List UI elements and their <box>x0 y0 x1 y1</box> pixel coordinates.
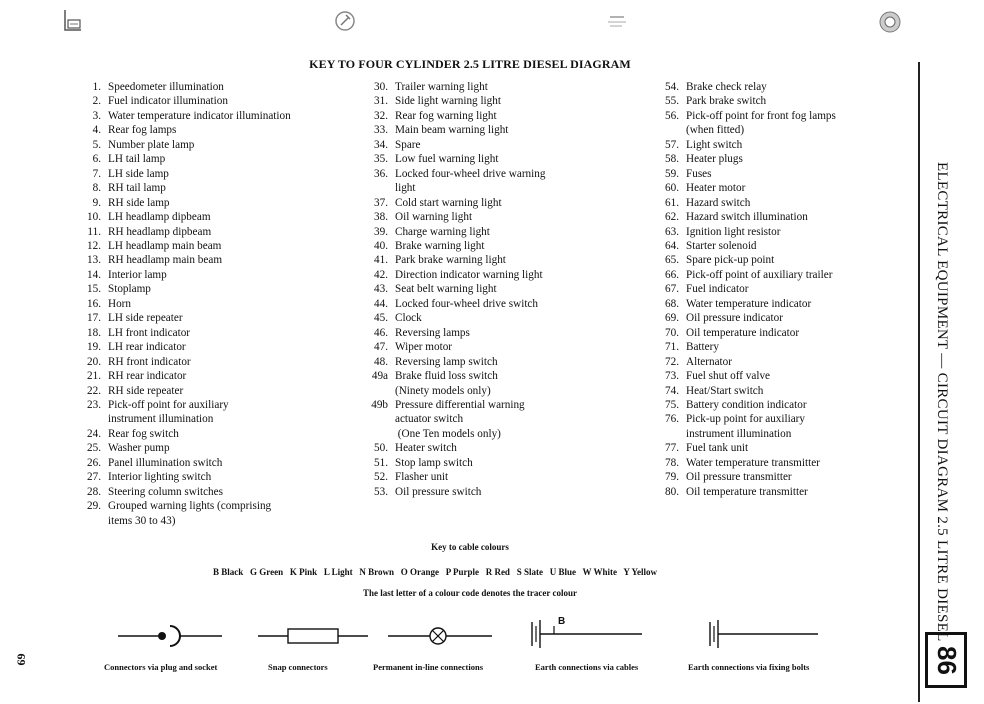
key-item <box>79 268 291 282</box>
key-item-label: LH side lamp <box>108 167 169 180</box>
key-item-label: Panel illumination switch <box>108 456 223 469</box>
key-item-number: 52. <box>374 471 388 484</box>
key-item-label: RH side repeater <box>108 384 184 397</box>
key-item-label: Speedometer illumination <box>108 81 224 93</box>
key-item <box>366 326 545 340</box>
earth-cable-caption: Earth connections via cables <box>535 662 639 672</box>
key-item <box>79 138 291 152</box>
key-item-number: 71. <box>665 341 679 354</box>
key-item-label: Fuel indicator illumination <box>108 95 228 108</box>
key-item-label: Interior lamp <box>108 268 167 281</box>
key-item-number: 61. <box>665 196 679 209</box>
snap-caption: Snap connectors <box>268 662 328 672</box>
key-item <box>657 297 836 311</box>
key-item-number: 12. <box>87 239 101 252</box>
key-item-label: Spare <box>395 138 421 151</box>
key-item <box>657 80 836 94</box>
key-item-number: 53. <box>374 485 388 498</box>
key-item <box>657 485 836 499</box>
key-item <box>657 225 836 239</box>
key-item <box>657 152 836 166</box>
key-item <box>657 369 836 383</box>
badge-logo-icon <box>606 12 628 30</box>
key-item-number: 2. <box>92 95 101 108</box>
key-item-number: 20. <box>87 355 101 368</box>
key-item-number: 33. <box>374 124 388 137</box>
key-item <box>366 456 545 470</box>
key-item-label: Rear fog warning light <box>395 109 497 122</box>
key-item-number: 26. <box>87 456 101 469</box>
key-item <box>657 138 836 152</box>
key-item <box>657 470 836 484</box>
key-item-number: 25. <box>87 442 101 455</box>
inline-connection-symbol <box>388 616 492 656</box>
key-item-label: Cold start warning light <box>395 196 502 209</box>
key-item-number: 37. <box>374 196 388 209</box>
key-item-label: Flasher unit <box>395 471 449 484</box>
key-item-label: RH rear indicator <box>108 370 187 383</box>
key-item-number: 62. <box>665 211 679 224</box>
cable-colour-list: B Black G Green K Pink L Light N Brown O Orange P Purple R Red S Slate U Blue W White Y Yellow <box>213 567 657 577</box>
key-item-number: 80. <box>665 485 679 498</box>
key-item <box>657 253 836 267</box>
key-item-number: 19. <box>87 341 101 354</box>
key-item-number: 55. <box>665 95 679 108</box>
key-item <box>366 340 545 354</box>
key-item-label: Oil temperature indicator <box>686 326 800 339</box>
key-item-number: 8. <box>92 182 101 195</box>
key-item-label: Spare pick-up point <box>686 254 775 267</box>
key-item-number: 28. <box>87 485 101 498</box>
key-item <box>79 253 291 267</box>
key-item-label: Water temperature indicator <box>686 297 812 310</box>
key-item-label: Rear fog switch <box>108 427 179 440</box>
key-item <box>366 80 545 94</box>
key-item-number: 14. <box>87 268 101 281</box>
key-item-label: Oil pressure switch <box>395 485 482 498</box>
key-item-label: Charge warning light <box>395 225 490 238</box>
key-item <box>657 326 836 340</box>
key-item <box>79 210 291 224</box>
key-item-number: 42. <box>374 268 388 281</box>
key-item-number: 9. <box>92 196 101 209</box>
key-item <box>366 94 545 108</box>
key-item-label: LH tail lamp <box>108 153 166 166</box>
key-item <box>657 94 836 108</box>
key-item <box>657 268 836 282</box>
engine-logo-icon <box>878 10 902 34</box>
key-item <box>657 181 836 195</box>
key-item <box>657 398 836 412</box>
key-item-number: 76. <box>665 413 679 426</box>
key-item <box>657 384 836 398</box>
key-item-label: LH headlamp main beam <box>108 239 222 252</box>
key-item <box>79 239 291 253</box>
key-item-number: 65. <box>665 254 679 267</box>
key-item-number: 5. <box>92 138 101 151</box>
key-item-label: Reversing lamps <box>395 326 470 339</box>
key-item <box>366 196 545 210</box>
earth-bolt-caption: Earth connections via fixing bolts <box>688 662 810 672</box>
key-item-label: RH front indicator <box>108 355 191 368</box>
key-item-number: 32. <box>374 109 388 122</box>
key-column-3 <box>657 80 836 499</box>
key-item-label: Oil warning light <box>395 211 473 224</box>
key-item-number: 18. <box>87 326 101 339</box>
key-item-number: 24. <box>87 427 101 440</box>
key-item-continuation: instrument illumination <box>686 427 792 440</box>
key-item-number: 49b <box>371 398 388 411</box>
key-item <box>657 311 836 325</box>
key-item-number: 56. <box>665 109 679 122</box>
key-item-label: Steering column switches <box>108 485 223 498</box>
key-item-label: Stoplamp <box>108 283 151 296</box>
key-item-label: LH rear indicator <box>108 341 186 354</box>
key-item-label: Grouped warning lights (comprising <box>108 500 272 513</box>
key-item-number: 31. <box>374 95 388 108</box>
side-title: ELECTRICAL EQUIPMENT — CIRCUIT DIAGRAM 2.5 LITRE DIESEL <box>934 162 950 642</box>
key-item-label: Wiper motor <box>395 341 453 354</box>
key-item <box>366 398 545 412</box>
key-item-label: LH headlamp dipbeam <box>108 211 211 224</box>
key-item <box>366 282 545 296</box>
key-item-number: 48. <box>374 355 388 368</box>
key-item-label: LH front indicator <box>108 326 191 339</box>
key-item-label: Direction indicator warning light <box>395 268 543 281</box>
key-item <box>366 152 545 166</box>
cable-key-title: Key to cable colours <box>431 542 509 552</box>
key-item <box>79 196 291 210</box>
key-item-number: 77. <box>665 442 679 455</box>
key-item-label: Starter solenoid <box>686 239 757 252</box>
key-item <box>366 355 545 369</box>
key-item-label: Water temperature transmitter <box>686 456 820 469</box>
key-item-label: RH headlamp dipbeam <box>108 225 212 238</box>
key-item-number: 49a <box>371 370 388 383</box>
key-item-number: 73. <box>665 370 679 383</box>
key-item <box>79 355 291 369</box>
key-item-label: Locked four-wheel drive warning <box>395 167 546 180</box>
key-item <box>79 499 291 513</box>
key-item-label: Main beam warning light <box>395 124 509 137</box>
key-item-continuation: (One Ten models only) <box>395 427 501 440</box>
key-item <box>79 152 291 166</box>
key-item <box>366 268 545 282</box>
key-item <box>79 456 291 470</box>
key-item <box>657 412 836 426</box>
key-item <box>657 109 836 123</box>
key-item-number: 7. <box>92 167 101 180</box>
key-item-label: Heater switch <box>395 442 457 455</box>
key-item-number: 22. <box>87 384 101 397</box>
key-item <box>79 326 291 340</box>
key-item-label: Oil pressure indicator <box>686 312 783 325</box>
key-item-label: LH side repeater <box>108 312 183 325</box>
key-item-label: Locked four-wheel drive switch <box>395 297 538 310</box>
key-item <box>657 355 836 369</box>
key-item <box>366 239 545 253</box>
key-item-number: 30. <box>374 81 388 93</box>
key-item-number: 47. <box>374 341 388 354</box>
key-item-label: Hazard switch illumination <box>686 211 808 224</box>
snap-connector-symbol <box>258 616 368 656</box>
key-item <box>79 167 291 181</box>
key-item-number: 67. <box>665 283 679 296</box>
key-column-1 <box>79 80 291 528</box>
earth-cable-label: B <box>558 616 566 627</box>
key-item-label: Brake fluid loss switch <box>395 370 498 383</box>
key-item-label: Brake warning light <box>395 239 485 252</box>
key-item-number: 51. <box>374 456 388 469</box>
key-item-number: 45. <box>374 312 388 325</box>
key-item-label: Park brake switch <box>686 95 767 108</box>
key-item-label: Oil temperature transmitter <box>686 485 808 498</box>
key-item <box>366 167 545 181</box>
key-item-label: Rear fog lamps <box>108 124 177 137</box>
key-item <box>79 485 291 499</box>
key-item <box>657 340 836 354</box>
key-item <box>79 398 291 412</box>
key-item-number: 68. <box>665 297 679 310</box>
key-item <box>79 80 291 94</box>
key-item-continuation: (Ninety models only) <box>395 384 491 397</box>
key-item-continuation: items 30 to 43) <box>108 514 176 527</box>
key-item-label: Seat belt warning light <box>395 283 497 296</box>
key-item-label: Oil pressure transmitter <box>686 471 792 484</box>
key-item-continuation: (when fitted) <box>686 124 745 137</box>
key-item-number: 39. <box>374 225 388 238</box>
key-item-label: RH side lamp <box>108 196 170 209</box>
key-item-number: 58. <box>665 153 679 166</box>
key-item-label: Clock <box>395 312 422 325</box>
key-item-number: 15. <box>87 283 101 296</box>
key-item-label: RH tail lamp <box>108 182 166 195</box>
key-item-number: 78. <box>665 456 679 469</box>
key-item-number: 44. <box>374 297 388 310</box>
key-item-number: 59. <box>665 167 679 180</box>
key-item <box>79 384 291 398</box>
key-item <box>366 311 545 325</box>
key-item-label: Ignition light resistor <box>686 225 781 238</box>
earth-bolt-symbol <box>704 612 818 656</box>
tracer-note: The last letter of a colour code denotes the tracer colour <box>363 588 577 598</box>
key-item-number: 21. <box>87 370 101 383</box>
key-item-number: 50. <box>374 442 388 455</box>
key-item-label: Park brake warning light <box>395 254 506 267</box>
key-item-number: 16. <box>87 297 101 310</box>
key-item-label: Pick-up point for auxiliary <box>686 413 805 426</box>
key-item-number: 34. <box>374 138 388 151</box>
key-item <box>366 297 545 311</box>
key-item <box>366 441 545 455</box>
key-item-continuation: actuator switch <box>395 413 464 426</box>
key-item <box>366 109 545 123</box>
key-item-number: 10. <box>87 211 101 224</box>
key-item-number: 63. <box>665 225 679 238</box>
plug-socket-connector-symbol <box>118 616 222 656</box>
toolbox-logo-icon <box>62 8 84 32</box>
key-item-label: RH headlamp main beam <box>108 254 223 267</box>
key-item-number: 69. <box>665 312 679 325</box>
key-item-continuation: light <box>395 182 416 195</box>
key-item-number: 40. <box>374 239 388 252</box>
key-item-label: Water temperature indicator illumination <box>108 109 291 122</box>
key-item-number: 27. <box>87 471 101 484</box>
page-title: KEY TO FOUR CYLINDER 2.5 LITRE DIESEL DIAGRAM <box>309 57 631 71</box>
page-number: 86 <box>931 645 962 675</box>
key-item-number: 46. <box>374 326 388 339</box>
key-item-label: Horn <box>108 297 131 310</box>
key-item-label: Fuel shut off valve <box>686 370 770 383</box>
key-item <box>79 282 291 296</box>
key-item-label: Alternator <box>686 355 732 368</box>
connector-caption: Connectors via plug and socket <box>104 662 218 672</box>
key-item-number: 70. <box>665 326 679 339</box>
key-item <box>366 210 545 224</box>
key-item <box>657 210 836 224</box>
key-item-label: Battery <box>686 341 719 354</box>
key-item <box>657 167 836 181</box>
key-item-label: Light switch <box>686 138 743 151</box>
key-item <box>79 311 291 325</box>
key-item-number: 36. <box>374 167 388 180</box>
key-item <box>657 441 836 455</box>
key-item <box>79 94 291 108</box>
key-item <box>79 470 291 484</box>
key-item-label: Trailer warning light <box>395 81 488 93</box>
divider-rule <box>918 62 920 702</box>
key-item-number: 41. <box>374 254 388 267</box>
key-item-label: Number plate lamp <box>108 138 195 151</box>
key-item-label: Battery condition indicator <box>686 398 807 411</box>
key-item-number: 64. <box>665 239 679 252</box>
key-item <box>79 427 291 441</box>
key-item-number: 13. <box>87 254 101 267</box>
key-item-number: 23. <box>87 398 101 411</box>
key-item <box>366 485 545 499</box>
key-item-label: Reversing lamp switch <box>395 355 498 368</box>
key-column-2 <box>366 80 545 499</box>
key-item-number: 60. <box>665 182 679 195</box>
key-item-label: Pick-off point of auxiliary trailer <box>686 268 833 281</box>
key-item <box>657 239 836 253</box>
key-item <box>366 123 545 137</box>
key-item-label: Interior lighting switch <box>108 471 212 484</box>
key-item <box>79 369 291 383</box>
key-item-number: 38. <box>374 211 388 224</box>
key-item-number: 35. <box>374 153 388 166</box>
inline-caption: Permanent in-line connections <box>373 662 484 672</box>
key-item-number: 66. <box>665 268 679 281</box>
key-item <box>366 470 545 484</box>
key-item <box>366 369 545 383</box>
key-item <box>366 225 545 239</box>
key-item-continuation: instrument illumination <box>108 413 214 426</box>
key-item-label: Hazard switch <box>686 196 751 209</box>
key-item-number: 79. <box>665 471 679 484</box>
key-item <box>657 196 836 210</box>
page-number-box <box>925 632 967 688</box>
key-item-number: 72. <box>665 355 679 368</box>
key-item-label: Pick-off point for auxiliary <box>108 398 229 411</box>
key-item <box>79 225 291 239</box>
key-item-label: Stop lamp switch <box>395 456 473 469</box>
key-item-number: 1. <box>92 81 101 93</box>
key-item-number: 43. <box>374 283 388 296</box>
key-item <box>79 297 291 311</box>
key-item-number: 4. <box>92 124 101 137</box>
key-item <box>366 138 545 152</box>
key-item <box>657 456 836 470</box>
key-item-label: Pick-off point for front fog lamps <box>686 109 836 122</box>
key-item-label: Brake check relay <box>686 81 767 93</box>
key-item-label: Side light warning light <box>395 95 501 108</box>
key-item-label: Heater motor <box>686 182 746 195</box>
key-item-number: 3. <box>92 109 101 122</box>
key-item-number: 29. <box>87 500 101 513</box>
key-item-label: Fuel tank unit <box>686 442 749 455</box>
key-item <box>366 253 545 267</box>
key-item-number: 6. <box>92 153 101 166</box>
key-item <box>79 441 291 455</box>
key-item-label: Fuses <box>686 167 712 180</box>
key-item-label: Washer pump <box>108 442 170 455</box>
key-item <box>79 340 291 354</box>
key-item-number: 17. <box>87 312 101 325</box>
key-item-label: Heater plugs <box>686 153 743 166</box>
earth-cable-symbol <box>526 612 642 656</box>
key-item <box>79 109 291 123</box>
key-item-label: Pressure differential warning <box>395 398 525 411</box>
key-item-number: 54. <box>665 81 679 93</box>
key-item <box>657 282 836 296</box>
key-item-label: Fuel indicator <box>686 283 749 296</box>
key-item-label: Low fuel warning light <box>395 153 499 166</box>
key-item-label: Heat/Start switch <box>686 384 764 397</box>
key-item-number: 75. <box>665 398 679 411</box>
key-item-number: 11. <box>87 225 101 238</box>
key-item-number: 57. <box>665 138 679 151</box>
key-item <box>79 123 291 137</box>
page-left-number: 69 <box>14 653 29 666</box>
key-item-number: 74. <box>665 384 679 397</box>
spanner-logo-icon <box>334 10 356 32</box>
key-item <box>79 181 291 195</box>
